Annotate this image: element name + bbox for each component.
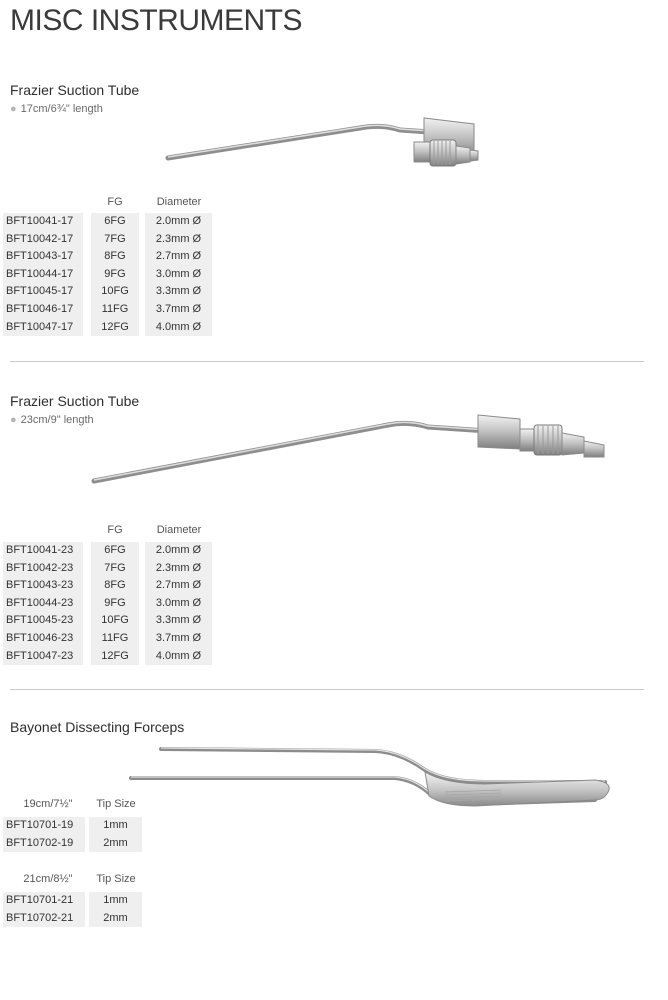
product-code: BFT10046-23 (6, 631, 74, 644)
page-title: MISC INSTRUMENTS (10, 4, 302, 37)
fg-value: 11FG (101, 302, 129, 315)
column-product-code (3, 817, 85, 852)
fg-value: 6FG (104, 215, 126, 227)
product-code: BFT10046-17 (6, 302, 74, 315)
column-header-diameter: Diameter (156, 196, 202, 208)
bullet-icon: ● (10, 414, 17, 426)
fg-value: 7FG (104, 232, 126, 245)
product-code: BFT10041-23 (6, 544, 74, 556)
column-header-fg: FG (107, 524, 123, 536)
product-code: BFT10041-17 (6, 215, 74, 227)
diameter-value: 2.3mm Ø (155, 232, 202, 245)
product-code: BFT10043-23 (6, 579, 74, 592)
column-header-tip-size: Tip Size (96, 798, 136, 810)
product-code: BFT10701-19 (6, 819, 74, 831)
column-header-diameter: Diameter (156, 524, 202, 536)
fg-value: 12FG (101, 320, 129, 333)
tip-size-value: 2mm (103, 836, 128, 849)
bayonet-dissecting-forceps-image (125, 738, 615, 813)
diameter-value: 3.0mm Ø (155, 596, 202, 609)
tip-size-value: 1mm (103, 894, 128, 906)
fg-value: 8FG (104, 250, 126, 263)
fg-value: 8FG (104, 579, 126, 592)
fg-value: 9FG (104, 267, 126, 280)
product-code: BFT10042-23 (6, 561, 74, 574)
diameter-value: 2.7mm Ø (155, 250, 202, 263)
product-code: BFT10702-21 (6, 911, 74, 924)
diameter-value: 2.0mm Ø (155, 544, 202, 556)
product-title: Bayonet Dissecting Forceps (10, 719, 185, 735)
product-length-text: 17cm/6¾" length (20, 103, 103, 115)
product-code: BFT10702-19 (6, 836, 74, 849)
tip-size-value: 1mm (103, 819, 128, 831)
diameter-value: 3.3mm Ø (155, 285, 202, 298)
product-code: BFT10044-17 (6, 267, 74, 280)
column-header-tip-size: Tip Size (96, 873, 136, 885)
fg-value: 7FG (104, 561, 126, 574)
product-code: BFT10044-23 (6, 596, 74, 609)
fg-value: 11FG (101, 631, 129, 644)
fg-value: 10FG (101, 285, 129, 298)
diameter-value: 4.0mm Ø (155, 320, 202, 333)
diameter-value: 2.3mm Ø (155, 561, 202, 574)
product-code: BFT10045-17 (6, 285, 74, 298)
product-code: BFT10045-23 (6, 614, 74, 627)
column-tip-size (89, 892, 142, 927)
product-title: Frazier Suction Tube (10, 393, 140, 409)
diameter-value: 2.7mm Ø (155, 579, 202, 592)
length-header: 19cm/7½" (23, 798, 73, 810)
product-code: BFT10042-17 (6, 232, 74, 245)
diameter-value: 2.0mm Ø (155, 215, 202, 227)
diameter-value: 3.0mm Ø (155, 267, 202, 280)
product-title: Frazier Suction Tube (10, 82, 140, 98)
diameter-value: 3.7mm Ø (155, 631, 202, 644)
diameter-value: 3.3mm Ø (155, 614, 202, 627)
tip-size-value: 2mm (103, 911, 128, 924)
column-header-fg: FG (107, 196, 123, 208)
fg-value: 10FG (101, 614, 129, 627)
bullet-icon: ● (10, 103, 17, 115)
length-header: 21cm/8½" (23, 873, 73, 885)
product-code: BFT10701-21 (6, 894, 74, 906)
product-code: BFT10047-17 (6, 320, 74, 333)
product-code: BFT10043-17 (6, 250, 74, 263)
fg-value: 12FG (101, 649, 129, 662)
column-tip-size (89, 817, 142, 852)
product-length-text: 23cm/9" length (20, 414, 94, 426)
product-code: BFT10047-23 (6, 649, 74, 662)
column-product-code (3, 892, 85, 927)
fg-value: 6FG (104, 544, 126, 556)
fg-value: 9FG (104, 596, 126, 609)
diameter-value: 3.7mm Ø (155, 302, 202, 315)
diameter-value: 4.0mm Ø (155, 649, 202, 662)
